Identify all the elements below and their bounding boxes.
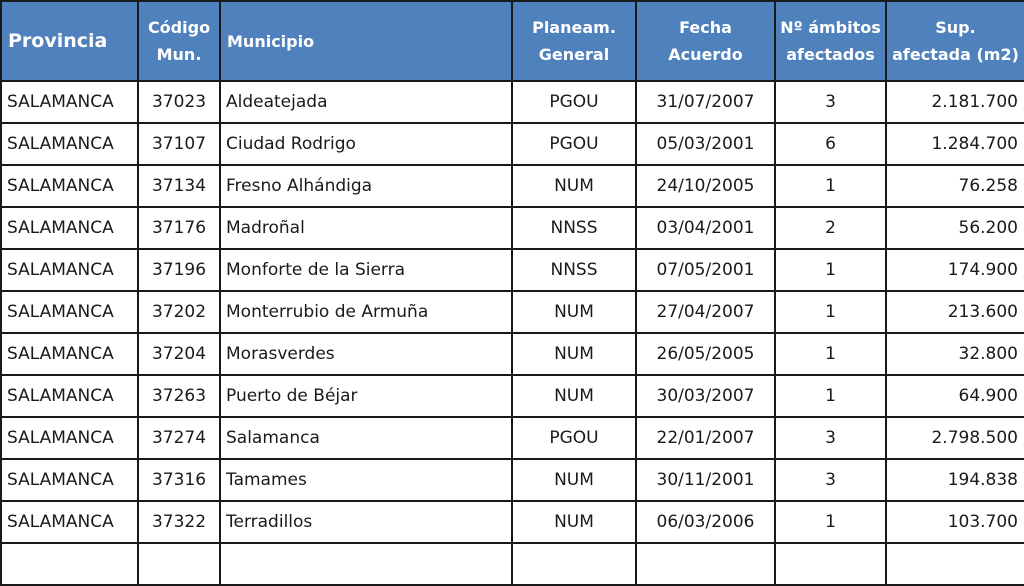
cell-ambitos-afectados: 1 — [775, 249, 886, 291]
cell-provincia: SALAMANCA — [1, 123, 138, 165]
cell-ambitos-afectados: 2 — [775, 207, 886, 249]
cell-planeam-general: NUM — [512, 375, 636, 417]
table-row — [1, 207, 1024, 249]
partial-cell — [1, 543, 138, 585]
cell-codigo-mun: 37316 — [138, 459, 220, 501]
cell-codigo-mun: 37263 — [138, 375, 220, 417]
partial-cell — [138, 543, 220, 585]
cell-provincia: SALAMANCA — [1, 249, 138, 291]
cell-fecha-acuerdo: 07/05/2001 — [636, 249, 775, 291]
cell-ambitos-afectados: 6 — [775, 123, 886, 165]
table-row — [1, 249, 1024, 291]
header-codigo-mun: Código Mun. — [138, 1, 220, 81]
cell-planeam-general: NUM — [512, 291, 636, 333]
cell-planeam-general: PGOU — [512, 417, 636, 459]
cell-codigo-mun: 37204 — [138, 333, 220, 375]
cell-fecha-acuerdo: 06/03/2006 — [636, 501, 775, 543]
cell-sup-afectada: 56.200 — [886, 207, 1024, 249]
table-row — [1, 459, 1024, 501]
cell-provincia: SALAMANCA — [1, 165, 138, 207]
cell-planeam-general: NUM — [512, 459, 636, 501]
cell-sup-afectada: 213.600 — [886, 291, 1024, 333]
header-row — [1, 1, 1024, 81]
cell-sup-afectada: 194.838 — [886, 459, 1024, 501]
cell-planeam-general: NUM — [512, 165, 636, 207]
header-fecha-acuerdo: Fecha Acuerdo — [636, 1, 775, 81]
cell-sup-afectada: 2.181.700 — [886, 81, 1024, 123]
cell-sup-afectada: 32.800 — [886, 333, 1024, 375]
cell-fecha-acuerdo: 26/05/2005 — [636, 333, 775, 375]
cell-municipio: Morasverdes — [220, 333, 512, 375]
header-ambitos-afectados: Nº ámbitos afectados — [775, 1, 886, 81]
cell-codigo-mun: 37023 — [138, 81, 220, 123]
cell-planeam-general: PGOU — [512, 81, 636, 123]
header-planeam-general: Planeam. General — [512, 1, 636, 81]
cell-fecha-acuerdo: 30/11/2001 — [636, 459, 775, 501]
cell-provincia: SALAMANCA — [1, 501, 138, 543]
cell-ambitos-afectados: 1 — [775, 501, 886, 543]
cell-ambitos-afectados: 3 — [775, 81, 886, 123]
table-row — [1, 123, 1024, 165]
table-row — [1, 333, 1024, 375]
partial-cell — [636, 543, 775, 585]
cell-codigo-mun: 37274 — [138, 417, 220, 459]
cell-sup-afectada: 76.258 — [886, 165, 1024, 207]
cell-fecha-acuerdo: 30/03/2007 — [636, 375, 775, 417]
cell-provincia: SALAMANCA — [1, 207, 138, 249]
cell-municipio: Fresno Alhándiga — [220, 165, 512, 207]
cell-planeam-general: PGOU — [512, 123, 636, 165]
cell-ambitos-afectados: 1 — [775, 165, 886, 207]
cell-codigo-mun: 37196 — [138, 249, 220, 291]
cell-provincia: SALAMANCA — [1, 417, 138, 459]
cell-municipio: Puerto de Béjar — [220, 375, 512, 417]
table-row — [1, 165, 1024, 207]
table-row — [1, 375, 1024, 417]
cell-fecha-acuerdo: 31/07/2007 — [636, 81, 775, 123]
cell-municipio: Ciudad Rodrigo — [220, 123, 512, 165]
cell-provincia: SALAMANCA — [1, 333, 138, 375]
cell-sup-afectada: 1.284.700 — [886, 123, 1024, 165]
cell-sup-afectada: 174.900 — [886, 249, 1024, 291]
cell-planeam-general: NNSS — [512, 207, 636, 249]
header-provincia: Provincia — [1, 1, 138, 81]
cell-provincia: SALAMANCA — [1, 291, 138, 333]
table-row-partial — [1, 543, 1024, 585]
cell-fecha-acuerdo: 24/10/2005 — [636, 165, 775, 207]
cell-municipio: Tamames — [220, 459, 512, 501]
cell-municipio: Monforte de la Sierra — [220, 249, 512, 291]
cell-planeam-general: NUM — [512, 501, 636, 543]
cell-ambitos-afectados: 1 — [775, 291, 886, 333]
cell-ambitos-afectados: 3 — [775, 459, 886, 501]
partial-cell — [512, 543, 636, 585]
cell-fecha-acuerdo: 22/01/2007 — [636, 417, 775, 459]
table-header — [1, 1, 1024, 81]
cell-ambitos-afectados: 1 — [775, 375, 886, 417]
partial-cell — [886, 543, 1024, 585]
cell-sup-afectada: 64.900 — [886, 375, 1024, 417]
cell-planeam-general: NNSS — [512, 249, 636, 291]
table-row — [1, 417, 1024, 459]
cell-codigo-mun: 37134 — [138, 165, 220, 207]
table-body — [1, 81, 1024, 585]
cell-sup-afectada: 103.700 — [886, 501, 1024, 543]
cell-municipio: Monterrubio de Armuña — [220, 291, 512, 333]
cell-codigo-mun: 37322 — [138, 501, 220, 543]
table-row — [1, 81, 1024, 123]
cell-provincia: SALAMANCA — [1, 81, 138, 123]
cell-ambitos-afectados: 1 — [775, 333, 886, 375]
cell-fecha-acuerdo: 05/03/2001 — [636, 123, 775, 165]
cell-codigo-mun: 37107 — [138, 123, 220, 165]
cell-provincia: SALAMANCA — [1, 459, 138, 501]
table-row — [1, 501, 1024, 543]
table-row — [1, 291, 1024, 333]
cell-sup-afectada: 2.798.500 — [886, 417, 1024, 459]
cell-municipio: Aldeatejada — [220, 81, 512, 123]
partial-cell — [775, 543, 886, 585]
partial-cell — [220, 543, 512, 585]
cell-municipio: Terradillos — [220, 501, 512, 543]
cell-codigo-mun: 37202 — [138, 291, 220, 333]
header-sup-afectada: Sup. afectada (m2) — [886, 1, 1024, 81]
cell-ambitos-afectados: 3 — [775, 417, 886, 459]
cell-provincia: SALAMANCA — [1, 375, 138, 417]
cell-municipio: Madroñal — [220, 207, 512, 249]
cell-municipio: Salamanca — [220, 417, 512, 459]
header-municipio: Municipio — [220, 1, 512, 81]
cell-codigo-mun: 37176 — [138, 207, 220, 249]
cell-planeam-general: NUM — [512, 333, 636, 375]
cell-fecha-acuerdo: 27/04/2007 — [636, 291, 775, 333]
cell-fecha-acuerdo: 03/04/2001 — [636, 207, 775, 249]
